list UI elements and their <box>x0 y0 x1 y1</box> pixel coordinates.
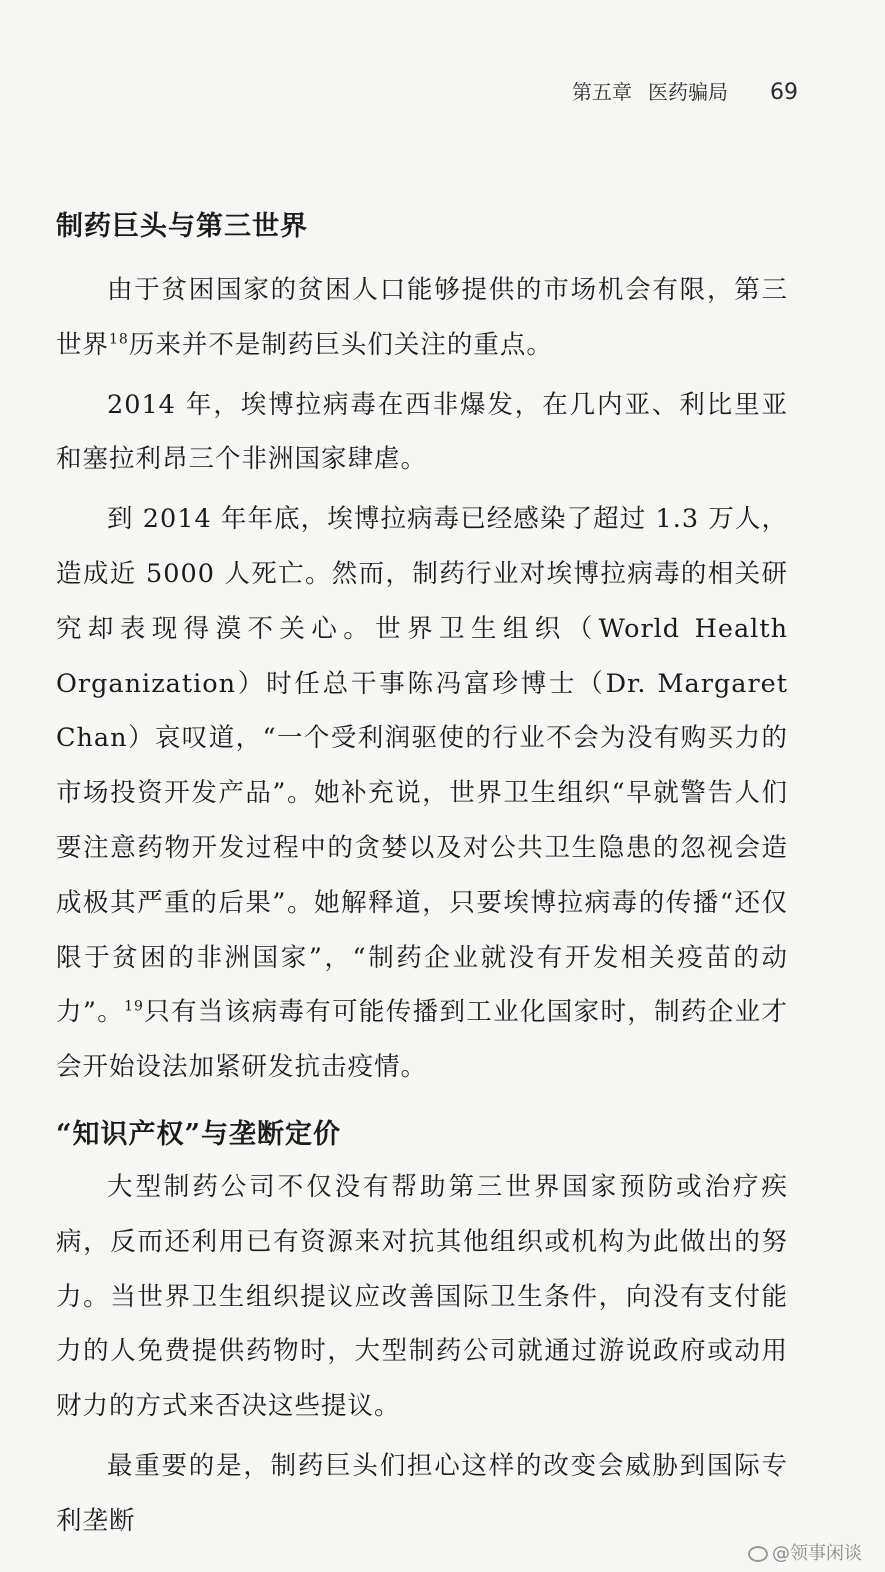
chapter-title: 医药骗局 <box>648 80 728 104</box>
section-1-body <box>56 263 788 1095</box>
chapter-number: 第五章 <box>572 80 632 104</box>
running-header <box>572 76 798 105</box>
paragraph: 由于贫困国家的贫困人口能够提供的市场机会有限，第三世界$^{18}$历来并不是制药巨头们关注的重点。 <box>56 275 788 360</box>
paragraph: 到 2014 年年底，埃博拉病毒已经感染了超过 1.3 万人，造成近 5000 人死亡。然而，制药行业对埃博拉病毒的相关研究却表现得漠不关心。世界卫生组织（World Health Organization）时任总干事陈冯富珍博士（Dr. Margaret Chan）哀叹道，“一个受利润驱使的行业不会为没有购买力的市场投资开发产品”。她补充说，世界卫生组织“早就警告人们要注意药物开发过程中的贪婪以及对公共卫生隐患的忽视会造成极其严重的后果”。她解释道，只要埃博拉病毒的传播“还仅限于贫困的非洲国家”，“制药企业就没有开发相关疫苗的动力”。$^{19}$只有当该病毒有可能传播到工业化国家时，制药企业才会开始设法加紧研发抗击疫情。 <box>56 504 788 1083</box>
footnote-ref: 19 <box>124 998 144 1015</box>
page-number: 69 <box>770 80 798 105</box>
footnote-ref: 18 <box>109 331 129 348</box>
section-heading-2: “知识产权”与垄断定价 <box>56 1119 342 1150</box>
watermark <box>748 1539 862 1565</box>
weibo-icon <box>748 1546 768 1562</box>
paragraph: 2014 年，埃博拉病毒在西非爆发，在几内亚、利比里亚和塞拉利昂三个非洲国家肆虐。 <box>56 389 788 475</box>
paragraph: 大型制药公司不仅没有帮助第三世界国家预防或治疗疾病，反而还利用已有资源来对抗其他组织或机构为此做出的努力。当世界卫生组织提议应改善国际卫生条件，向没有支付能力的人免费提供药物时，大型制药公司就通过游说政府或动用财力的方式来否决这些提议。 <box>56 1172 788 1422</box>
section-heading-1: 制药巨头与第三世界 <box>56 211 308 242</box>
section-2-body <box>56 1160 788 1549</box>
watermark-text: @领事闲谈 <box>772 1543 862 1564</box>
paragraph: 最重要的是，制药巨头们担心这样的改变会威胁到国际专利垄断 <box>56 1450 788 1536</box>
